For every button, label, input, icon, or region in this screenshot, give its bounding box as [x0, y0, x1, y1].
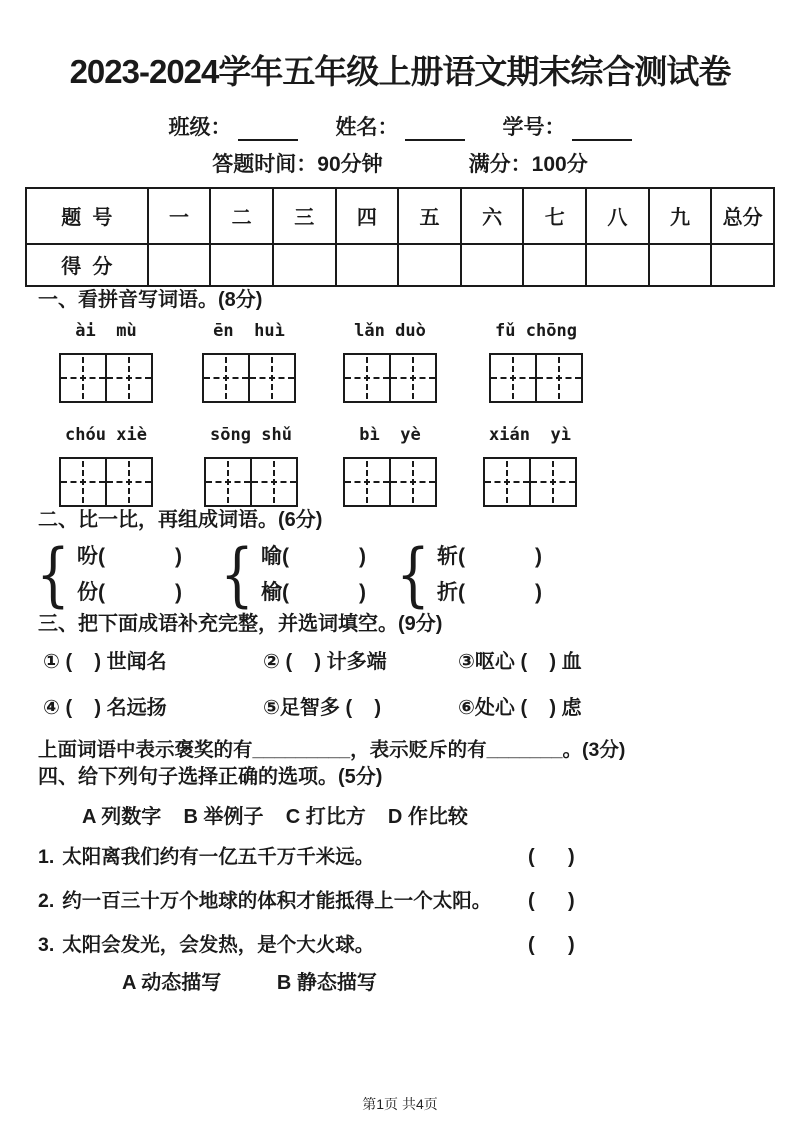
- score-input-cell[interactable]: [461, 244, 524, 286]
- word-blank-line: [77, 581, 182, 605]
- writing-cell[interactable]: [107, 459, 151, 505]
- idiom-row-1: [38, 649, 762, 675]
- curly-brace-icon: {: [220, 533, 254, 615]
- section-2-heading: 二、比一比，再组成词语。(6分): [38, 508, 323, 531]
- column-header-cell: 五: [398, 188, 461, 244]
- student-info-row: [0, 111, 800, 141]
- word-blank-line: [77, 545, 182, 569]
- writing-cell[interactable]: [537, 355, 581, 401]
- pinyin-word-label: sōng shǔ: [210, 424, 292, 445]
- score-input-cell[interactable]: [711, 244, 774, 286]
- word-char: 吩(: [77, 544, 105, 568]
- word-blank-line: [437, 545, 542, 569]
- column-header-cell: 总分: [711, 188, 774, 244]
- writing-cell[interactable]: [252, 459, 296, 505]
- column-header-cell: 七: [523, 188, 586, 244]
- compare-word-group: [392, 533, 542, 615]
- section-3-heading: 三、把下面成语补充完整，并选词填空。(9分): [38, 612, 443, 635]
- score-input-cell[interactable]: [336, 244, 399, 286]
- class-field-label: 班级：: [168, 115, 232, 139]
- question-item: [38, 932, 762, 958]
- pinyin-grid-unit: [484, 425, 576, 507]
- question-text: 太阳离我们约有一亿五千万千米远。: [62, 845, 375, 868]
- pinyin-grid-unit: [60, 321, 152, 403]
- section-4-heading: 四、给下列句子选择正确的选项。(5分): [38, 765, 383, 788]
- writing-grid: [483, 457, 577, 507]
- fill-in-sentence: 上面词语中表示褒奖的有_________，表示贬斥的有_______。(3分): [38, 738, 626, 761]
- writing-grid: [59, 457, 153, 507]
- score-table-header-row: [26, 188, 774, 244]
- page-footer: [0, 1094, 800, 1114]
- question-number: 1.: [38, 845, 55, 868]
- pinyin-word-label: chóu xiè: [65, 424, 147, 445]
- compare-word-group: [216, 533, 366, 615]
- column-header-cell: 三: [273, 188, 336, 244]
- question-number: 3.: [38, 933, 55, 956]
- close-paren: ): [359, 580, 366, 604]
- full-score-label: 满分：100分: [468, 152, 588, 176]
- column-header-cell: 二: [210, 188, 273, 244]
- pinyin-word-label: ài mù: [75, 320, 137, 341]
- question-number: 2.: [38, 889, 55, 912]
- writing-cell[interactable]: [531, 459, 575, 505]
- close-paren: ): [535, 544, 542, 568]
- writing-cell[interactable]: [345, 355, 391, 401]
- writing-cell[interactable]: [491, 355, 537, 401]
- student-id-field-label: 学号：: [502, 115, 566, 139]
- close-paren: ): [535, 580, 542, 604]
- pinyin-word-label: lǎn duò: [354, 320, 426, 341]
- idiom-item: ③呕心 ( ) 血: [458, 650, 582, 673]
- writing-cell[interactable]: [61, 459, 107, 505]
- idiom-item: ① ( ) 世闻名: [43, 650, 167, 673]
- exam-body: [0, 287, 800, 996]
- writing-grid: [489, 353, 583, 403]
- curly-brace-icon: {: [36, 533, 70, 615]
- page-title: 2023-2024学年五年级上册语文期末综合测试卷: [69, 53, 731, 90]
- writing-grid: [343, 457, 437, 507]
- answer-slot[interactable]: ( ): [528, 889, 575, 912]
- pinyin-word-label: fǔ chōng: [495, 320, 577, 341]
- score-input-cell[interactable]: [649, 244, 712, 286]
- answer-slot[interactable]: ( ): [528, 845, 575, 868]
- writing-cell[interactable]: [391, 459, 435, 505]
- option-legend-line: A 列数字 B 举例子 C 打比方 D 作比较: [82, 805, 468, 828]
- question-number-label-cell: 题 号: [26, 188, 148, 244]
- pinyin-grid-unit: [60, 425, 152, 507]
- curly-brace-icon: {: [396, 533, 430, 615]
- class-field: [169, 111, 298, 141]
- name-field: [336, 111, 465, 141]
- class-field-blank[interactable]: [238, 115, 298, 141]
- duration-label: 答题时间：90分钟: [212, 152, 383, 176]
- student-id-field: [503, 111, 632, 141]
- answer-slot[interactable]: ( ): [528, 933, 575, 956]
- word-char: 喻(: [261, 544, 289, 568]
- score-input-cell[interactable]: [148, 244, 211, 286]
- page-indicator: 第1页 共4页: [362, 1096, 438, 1112]
- column-header-cell: 一: [148, 188, 211, 244]
- writing-cell[interactable]: [485, 459, 531, 505]
- word-blank-line: [437, 581, 542, 605]
- writing-grid: [343, 353, 437, 403]
- column-header-cell: 四: [336, 188, 399, 244]
- idiom-item: ⑤足智多 ( ): [263, 696, 382, 719]
- idiom-item: ④ ( ) 名远扬: [43, 696, 167, 719]
- writing-cell[interactable]: [250, 355, 294, 401]
- score-table: [25, 187, 775, 287]
- pinyin-grid-unit: [344, 321, 436, 403]
- pinyin-word-label: xián yì: [489, 424, 571, 445]
- writing-grid: [204, 457, 298, 507]
- pinyin-row-1: [38, 321, 762, 403]
- writing-cell[interactable]: [345, 459, 391, 505]
- word-blank-line: [261, 545, 366, 569]
- idiom-item: ② ( ) 计多端: [263, 650, 387, 673]
- writing-grid: [202, 353, 296, 403]
- question-text: 约一百三十万个地球的体积才能抵得上一个太阳。: [62, 889, 492, 912]
- close-paren: ): [359, 544, 366, 568]
- pinyin-word-label: ēn huì: [213, 320, 285, 341]
- exam-meta-row: [0, 149, 800, 177]
- question-item: [38, 888, 762, 914]
- close-paren: ): [175, 580, 182, 604]
- score-input-cell[interactable]: [586, 244, 649, 286]
- word-char: 榆(: [261, 580, 289, 604]
- question-item: [38, 844, 762, 870]
- close-paren: ): [175, 544, 182, 568]
- writing-cell[interactable]: [204, 355, 250, 401]
- pinyin-grid-unit: [205, 425, 297, 507]
- pinyin-grid-unit: [490, 321, 582, 403]
- word-char: 斩(: [437, 544, 465, 568]
- question-text: 太阳会发光，会发热，是个大火球。: [62, 933, 375, 956]
- idiom-row-2: [38, 695, 762, 721]
- pinyin-grid-unit: [344, 425, 436, 507]
- name-field-blank[interactable]: [405, 115, 465, 141]
- compare-words-row: [32, 533, 762, 615]
- word-char: 折(: [437, 580, 465, 604]
- pinyin-grid-unit: [203, 321, 295, 403]
- score-label-cell: 得 分: [26, 244, 148, 286]
- compare-word-group: [32, 533, 182, 615]
- name-field-label: 姓名：: [335, 115, 399, 139]
- column-header-cell: 八: [586, 188, 649, 244]
- writing-cell[interactable]: [107, 355, 151, 401]
- word-char: 份(: [77, 580, 105, 604]
- student-id-field-blank[interactable]: [572, 115, 632, 141]
- writing-cell[interactable]: [61, 355, 107, 401]
- word-blank-line: [261, 581, 366, 605]
- writing-grid: [59, 353, 153, 403]
- column-header-cell: 九: [649, 188, 712, 244]
- score-input-cell[interactable]: [210, 244, 273, 286]
- pinyin-word-label: bì yè: [359, 424, 421, 445]
- score-table-score-row: [26, 244, 774, 286]
- column-header-cell: 六: [461, 188, 524, 244]
- section-1-heading: 一、看拼音写词语。(8分): [38, 288, 263, 311]
- sub-option-line: A 动态描写 B 静态描写: [122, 971, 377, 994]
- writing-cell[interactable]: [206, 459, 252, 505]
- pinyin-row-2: [38, 425, 762, 507]
- score-input-cell[interactable]: [273, 244, 336, 286]
- writing-cell[interactable]: [391, 355, 435, 401]
- score-input-cell[interactable]: [398, 244, 461, 286]
- idiom-item: ⑥处心 ( ) 虑: [458, 696, 582, 719]
- score-input-cell[interactable]: [523, 244, 586, 286]
